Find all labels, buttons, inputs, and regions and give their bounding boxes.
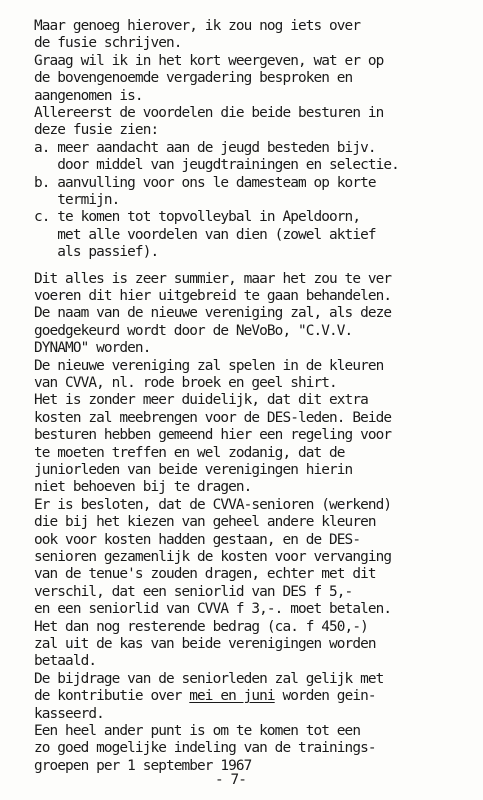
text-line: van de tenue's zouden dragen, echter met dit [34,566,376,583]
text-line: zo goed mogelijke indeling van de trainings- [34,740,376,757]
text-line: juniorleden van beide verenigingen hierin [34,462,353,478]
text-line: ook voor kosten hadden gestaan, en de DES- [34,531,361,548]
text-line: senioren gezamenlijk de kosten voor vervanging [34,549,392,565]
text-line: goedgekeurd wordt door de NeVoBo, "C.V.V. [34,322,353,339]
contribution-prefix: de kontributie over [34,688,190,705]
text-line: Het is zonder meer duidelijk, dat dit extra [34,392,368,409]
text-line: Allereerst de voordelen die beide besturen in [34,105,384,121]
text-line: De nieuwe vereniging zal spelen in de kleuren [34,357,384,374]
text-line: zal uit de kas van beide verenigingen worden [34,636,376,652]
text-line: en een seniorlid van CVVA f 3,-. moet betalen. [34,601,392,618]
list-item: c. te komen tot topvolleybal in Apeldoorn, [34,209,361,226]
text-line: van CVVA, nl. rode broek en geel shirt. [34,375,337,391]
text-line: verschil, dat een seniorlid van DES f 5,- [34,583,353,600]
text-line: DYNAMO" worden. [34,340,151,357]
text-line: de fusie schrijven. [34,35,182,52]
text-line: die bij het kiezen van geheel andere kleuren [34,514,376,531]
list-item: door middel van jeugdtrainingen en selectie. [34,157,399,174]
text-line: te moeten treffen en wel zodanig, dat de [34,444,345,461]
text-line: Een heel ander punt is om te komen tot een [34,723,361,739]
contribution-line [34,688,376,704]
text-line: betaald. [34,653,97,670]
list-item: met alle voordelen van dien (zowel aktief [34,226,376,243]
text-line: Er is besloten, dat de CVVA-senioren (werkend) [34,496,392,513]
list-item: als passief). [34,244,159,261]
text-line: voeren dit hier uitgebreid te gaan behandelen. [34,288,392,304]
text-line: Maar genoeg hierover, ik zou nog iets over [34,18,361,34]
text-line: Dit alles is zeer summier, maar het zou te ver [34,270,392,287]
text-line: de bovengenoemde vergadering besproken en [34,70,353,87]
text-line: Graag wil ik in het kort weergeven, wat er op [34,52,384,69]
text-line: groepen per 1 september 1967 [34,757,252,774]
underlined-months: mei en juni [189,688,275,705]
contribution-suffix: worden gein- [274,688,376,705]
text-line: kosten zal meebrengen voor de DES-leden. Beide [34,409,392,426]
text-line: niet behoeven bij te dragen. [34,479,252,496]
text-line: aangenomen is. [34,87,143,104]
list-item: termijn. [34,192,120,208]
text-line: kasseerd. [34,705,104,722]
page-number: - 7- [215,772,247,788]
text-line: deze fusie zien: [34,122,159,139]
text-line: besturen hebben gemeend hier een regeling voor [34,427,392,444]
list-item: a. meer aandacht aan de jeugd besteden bijv. [34,139,376,156]
text-line: De bijdrage van de seniorleden zal gelijk met [34,670,384,687]
text-line: Het dan nog resterende bedrag (ca. f 450,-) [34,618,368,635]
text-line: De naam van de nieuwe vereniging zal, als deze [34,305,392,322]
list-item: b. aanvulling voor ons le damesteam op korte [34,174,376,191]
